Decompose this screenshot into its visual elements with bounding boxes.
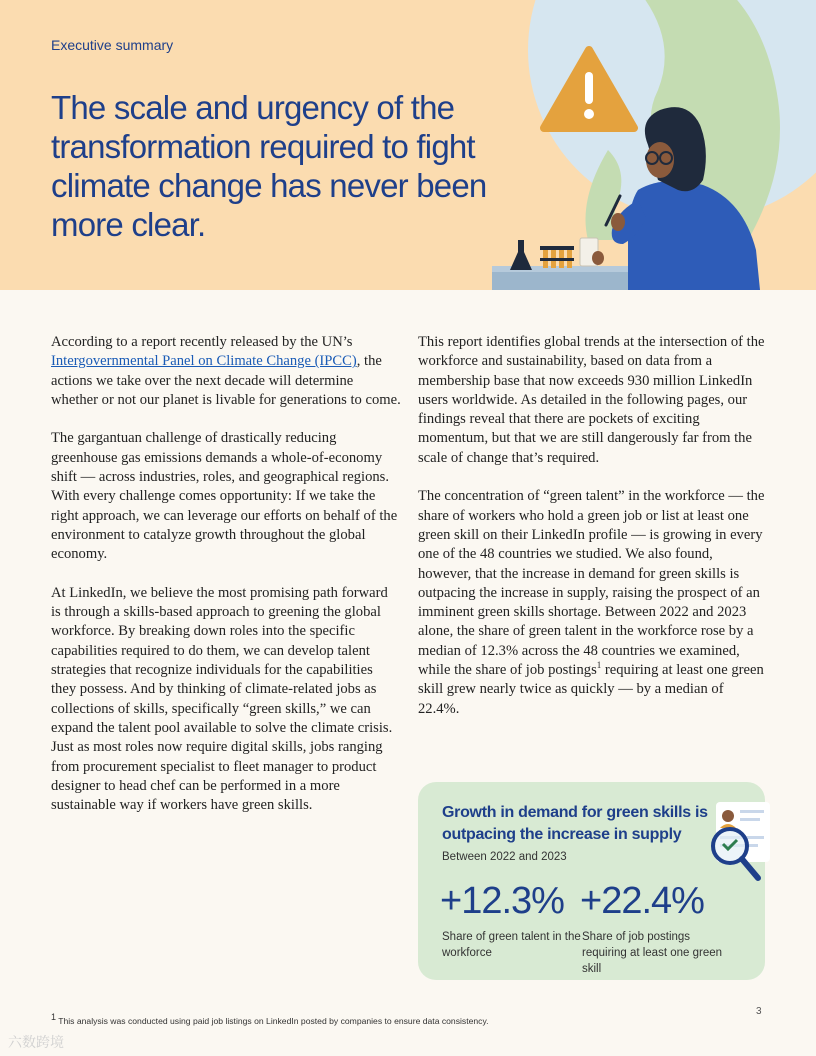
green-talent-stat: +12.3% [440, 880, 564, 922]
stats-callout [418, 782, 765, 980]
job-postings-stat: +22.4% [580, 880, 704, 922]
scientist-illustration [488, 0, 816, 290]
challenge-paragraph: The gargantuan challenge of drastically reducing greenhouse gas emissions demands a whole-of-economy shift — across industries, roles, and geographical regions. With every challenge comes opportunity: If we take the right approach, we can leverage our efforts on behalf of the environment to catalyze growth throughout the global economy. [51, 430, 398, 563]
watermark: 六数跨境 [8, 1034, 64, 1050]
page-number: 3 [756, 1006, 762, 1017]
report-overview-paragraph: This report identifies global trends at the intersection of the workforce and sustainability, based on data from a membership base that now exceeds 930 million LinkedIn users worldwide. As detailed in the following pages, our findings reveal that there are pockets of exciting momentum, but that we are still dangerously far from the scale of change that’s required. [418, 334, 765, 466]
right-column [418, 333, 768, 738]
skills-approach-paragraph: At LinkedIn, we believe the most promising path forward is through a skills-based approach to greening the global workforce. By breaking down roles into the specific capabilities required to do them, we can develop talent strategies that recognize individuals for the capabilities they possess. And by thinking of climate-related jobs as collections of skills, specifically “green skills,” we can expand the talent pool available to solve the climate crisis. Just as most roles now require digital skills, jobs ranging from procurement specialist to fleet manager to product designer to head chef can be performed in a more sustainable way if workers have green skills. [51, 584, 393, 814]
magnifier-profile-icon [706, 798, 786, 890]
callout-subtitle: Between 2022 and 2023 [442, 851, 567, 863]
green-talent-caption: Share of green talent in the workforce [442, 931, 581, 959]
green-talent-paragraph: The concentration of “green talent” in the workforce — the share of workers who hold a green job or list at least one green skill on their LinkedIn profile — is growing in every one of the 48 countries we studied. We also found, however, that the increase in demand for green skills is outpacing the increase in supply, raising the prospect of an imminent green skills shortage. Between 2022 and 2023 alone, the share of green talent in the workforce rose by a median of 12.3% across the 48 countries we examined, while the share of job postings$^1$ requiring at least one green skill grew nearly twice as quickly — by a median of 22.4%. [418, 488, 765, 717]
page-headline: The scale and urgency of the transformation required to fight climate change has never been more clear. [51, 89, 487, 243]
left-column [51, 333, 401, 835]
job-postings-caption: Share of job postings requiring at least one green skill [582, 931, 723, 975]
footnote: $^1$ This analysis was conducted using paid job listings on LinkedIn posted by companies to ensure data consistency. [51, 1012, 489, 1026]
section-label: Executive summary [51, 37, 174, 53]
ipcc-link[interactable]: Intergovernmental Panel on Climate Change (IPCC) [51, 353, 357, 370]
callout-title: Growth in demand for green skills is outpacing the increase in supply [442, 804, 708, 843]
footnote-reference[interactable]: 1 [596, 660, 602, 671]
hero-banner [0, 0, 816, 290]
intro-paragraph: According to a report recently released by the UN’s Intergovernmental Panel on Climate Change (IPCC), the actions we take over the next decade will determine whether or not our planet is livable for generations to come. [51, 334, 401, 408]
